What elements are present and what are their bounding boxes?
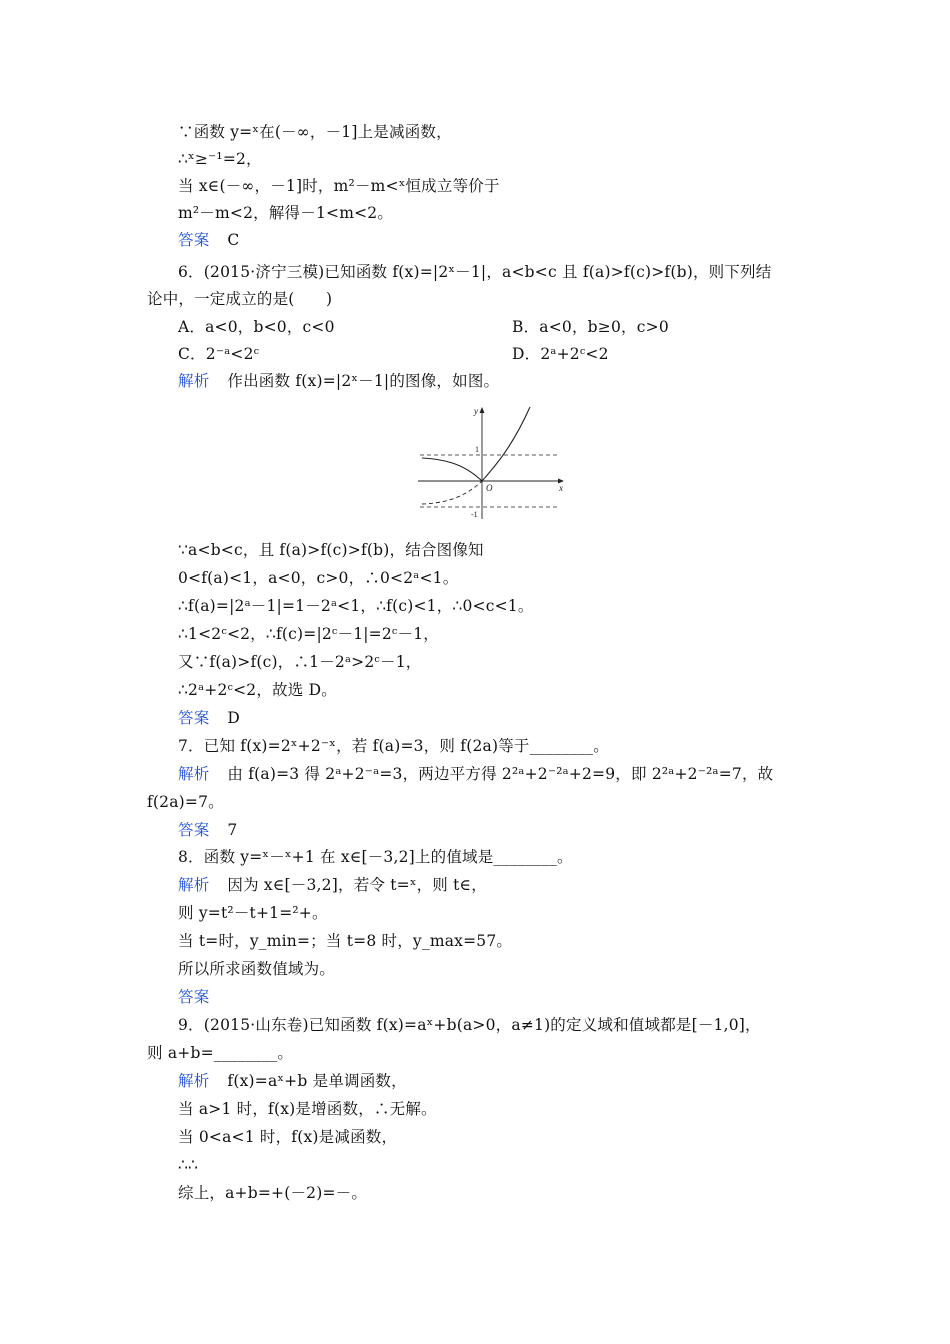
- analysis-7: 解析 由 f(a)=3 得 2ᵃ+2⁻ᵃ=3，两边平方得 2²ᵃ+2⁻²ᵃ+2=9，即 2²ᵃ+2⁻²ᵃ=7，故: [178, 765, 774, 783]
- tick-minus-one: -1: [471, 510, 478, 519]
- option-c: C．2⁻ᵃ<2ᶜ: [178, 345, 260, 363]
- line-2: ∴ˣ≥⁻¹=2，: [178, 150, 262, 168]
- analysis-8: 解析 因为 x∈[－3,2]，若令 t=ˣ，则 t∈，: [178, 876, 487, 894]
- options-ab: [178, 317, 878, 337]
- answer-6: 答案 D: [178, 709, 241, 727]
- analysis-tag: 解析: [178, 372, 210, 390]
- question-8: 8．函数 y=ˣ－ˣ+1 在 x∈[－3,2]上的值域是________。: [178, 848, 573, 866]
- analysis-7-cont: f(2a)=7。: [147, 793, 224, 811]
- solid-curve: [422, 458, 482, 481]
- analysis-tag: 解析: [178, 876, 210, 894]
- answer-tag: 答案: [178, 709, 210, 727]
- origin-label: O: [486, 483, 493, 493]
- option-b: B．a<0，b≥0，c>0: [512, 318, 669, 336]
- question-6-cont: 论中，一定成立的是( ): [147, 290, 333, 308]
- options-cd: [178, 344, 878, 364]
- analysis-6: 解析 作出函数 f(x)=|2ˣ－1|的图像，如图。: [178, 372, 500, 390]
- question-9: 9．(2015·山东卷)已知函数 f(x)=aˣ+b(a>0，a≠1)的定义域和值域都是[－1,0]，: [178, 1016, 761, 1034]
- question-7: 7．已知 f(x)=2ˣ+2⁻ˣ，若 f(a)=3，则 f(2a)等于________。: [178, 737, 609, 755]
- analysis-tag: 解析: [178, 1072, 210, 1090]
- y-label: y: [474, 406, 478, 416]
- question-6: 6．(2015·济宁三模)已知函数 f(x)=|2ˣ－1|，a<b<c 且 f(a)>f(c)>f(b)，则下列结: [178, 263, 772, 281]
- question-9-cont: 则 a+b=________。: [147, 1044, 294, 1062]
- line-9d: ∴∴: [178, 1156, 199, 1174]
- solid-curve-right: [482, 407, 530, 481]
- answer-7: 答案 7: [178, 821, 238, 839]
- line-16: ∴2ᵃ+2ᶜ<2，故选 D。: [178, 681, 337, 699]
- line-13: ∴f(a)=|2ᵃ－1|=1－2ᵃ<1，∴f(c)<1，∴0<c<1。: [178, 597, 534, 615]
- answer-5: 答案 C: [178, 231, 240, 249]
- line-9e: 综上，a+b=+(－2)=－。: [178, 1184, 368, 1202]
- line-3: 当 x∈(－∞，－1]时，m²－m<ˣ恒成立等价于: [178, 177, 500, 195]
- answer-tag: 答案: [178, 821, 210, 839]
- line-8d: 所以所求函数值域为。: [178, 960, 336, 978]
- y-axis-arrow: [480, 407, 485, 413]
- line-8b: 则 y=t²－t+1=²+。: [178, 904, 328, 922]
- line-9c: 当 0<a<1 时，f(x)是减函数，: [178, 1128, 398, 1146]
- answer-tag: 答案: [178, 231, 210, 249]
- tick-one: 1: [475, 445, 479, 454]
- x-label: x: [559, 483, 563, 493]
- line-9b: 当 a>1 时，f(x)是增函数，∴无解。: [178, 1100, 437, 1118]
- option-d: D．2ᵃ+2ᶜ<2: [512, 345, 609, 363]
- line-15: 又∵f(a)>f(c)，∴1－2ᵃ>2ᶜ－1，: [178, 653, 422, 671]
- option-a: A．a<0，b<0，c<0: [178, 318, 335, 336]
- analysis-9: 解析 f(x)=aˣ+b 是单调函数，: [178, 1072, 407, 1090]
- answer-tag: 答案: [178, 988, 210, 1006]
- answer-8: [178, 987, 209, 1007]
- line-14: ∴1<2ᶜ<2，∴f(c)=|2ᶜ－1|=2ᶜ－1，: [178, 625, 439, 643]
- dashed-curve: [422, 481, 482, 504]
- line-1: ∵函数 y=ˣ在(－∞，－1]上是减函数，: [178, 123, 452, 141]
- line-12: 0<f(a)<1，a<0，c>0，∴0<2ᵃ<1。: [178, 569, 459, 587]
- line-4: m²－m<2，解得－1<m<2。: [178, 204, 394, 222]
- function-graph: [408, 403, 568, 523]
- line-8c: 当 t=时，y_min=；当 t=8 时，y_max=57。: [178, 932, 513, 950]
- line-11: ∵a<b<c，且 f(a)>f(c)>f(b)，结合图像知: [178, 541, 484, 559]
- analysis-tag: 解析: [178, 765, 210, 783]
